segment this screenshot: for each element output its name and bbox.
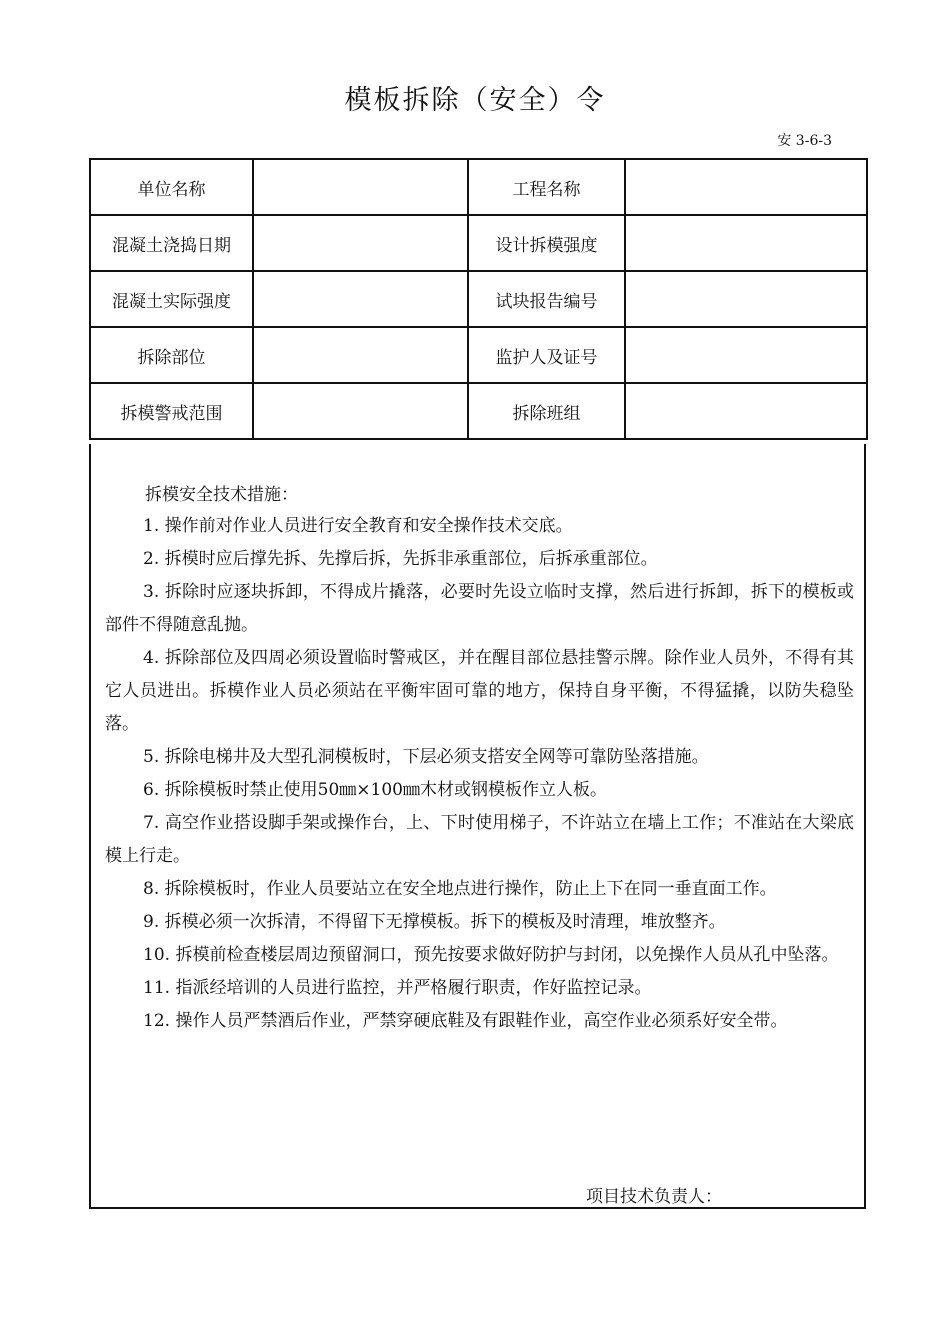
table-row (90, 215, 867, 271)
label-project-name: 工程名称 (468, 159, 625, 215)
list-item: 8. 拆除模板时，作业人员要站立在安全地点进行操作，防止上下在同一垂直面工作。 (143, 879, 777, 899)
value-warning-zone[interactable] (253, 383, 468, 439)
measures-list (105, 510, 854, 1038)
value-pour-date[interactable] (253, 215, 468, 271)
value-removal-location[interactable] (253, 327, 468, 383)
document-title: 模板拆除（安全）令 (344, 85, 606, 116)
technical-lead-signature-label: 项目技术负责人： (586, 1187, 722, 1207)
list-item: 9. 拆模必须一次拆清，不得留下无撑模板。拆下的模板及时清理，堆放整齐。 (143, 912, 726, 932)
info-table (89, 158, 868, 440)
label-pour-date: 混凝土浇捣日期 (90, 215, 253, 271)
safety-measures-box (89, 444, 866, 1209)
value-design-strength[interactable] (625, 215, 867, 271)
list-item: 12. 操作人员严禁酒后作业，严禁穿硬底鞋及有跟鞋作业，高空作业必须系好安全带。 (143, 1011, 788, 1031)
label-actual-strength: 混凝土实际强度 (90, 271, 253, 327)
label-removal-location: 拆除部位 (90, 327, 253, 383)
list-item: 7. 高空作业搭设脚手架或操作台，上、下时使用梯子，不许站立在墙上工作；不准站在大梁底模上行走。 (105, 813, 854, 866)
table-row (90, 383, 867, 439)
table-row (90, 159, 867, 215)
list-item: 6. 拆除模板时禁止使用50㎜×100㎜木材或钢模板作立人板。 (143, 780, 607, 800)
value-report-number[interactable] (625, 271, 867, 327)
label-guardian-cert: 监护人及证号 (468, 327, 625, 383)
measures-heading: 拆模安全技术措施： (145, 485, 298, 505)
list-item: 1. 操作前对作业人员进行安全教育和安全操作技术交底。 (143, 516, 573, 536)
list-item: 4. 拆除部位及四周必须设置临时警戒区，并在醒目部位悬挂警示牌。除作业人员外，不得有其它人员进出。拆模作业人员必须站在平衡牢固可靠的地方，保持自身平衡，不得猛撬，以防失稳坠落。 (105, 648, 854, 734)
value-project-name[interactable] (625, 159, 867, 215)
list-item: 5. 拆除电梯井及大型孔洞模板时，下层必须支搭安全网等可靠防坠落措施。 (143, 747, 709, 767)
value-removal-team[interactable] (625, 383, 867, 439)
value-guardian-cert[interactable] (625, 327, 867, 383)
table-row (90, 327, 867, 383)
list-item: 11. 指派经培训的人员进行监控，并严格履行职责，作好监控记录。 (143, 978, 652, 998)
label-unit-name: 单位名称 (90, 159, 253, 215)
form-code: 安 3-6-3 (777, 133, 832, 149)
label-warning-zone: 拆模警戒范围 (90, 383, 253, 439)
value-unit-name[interactable] (253, 159, 468, 215)
value-actual-strength[interactable] (253, 271, 468, 327)
label-removal-team: 拆除班组 (468, 383, 625, 439)
label-report-number: 试块报告编号 (468, 271, 625, 327)
label-design-strength: 设计拆模强度 (468, 215, 625, 271)
list-item: 2. 拆模时应后撑先拆、先撑后拆，先拆非承重部位，后拆承重部位。 (143, 549, 658, 569)
list-item: 10. 拆模前检查楼层周边预留洞口，预先按要求做好防护与封闭，以免操作人员从孔中坠落。 (143, 945, 839, 965)
list-item: 3. 拆除时应逐块拆卸，不得成片撬落，必要时先设立临时支撑，然后进行拆卸，拆下的模板或部件不得随意乱抛。 (105, 582, 854, 635)
table-row (90, 271, 867, 327)
